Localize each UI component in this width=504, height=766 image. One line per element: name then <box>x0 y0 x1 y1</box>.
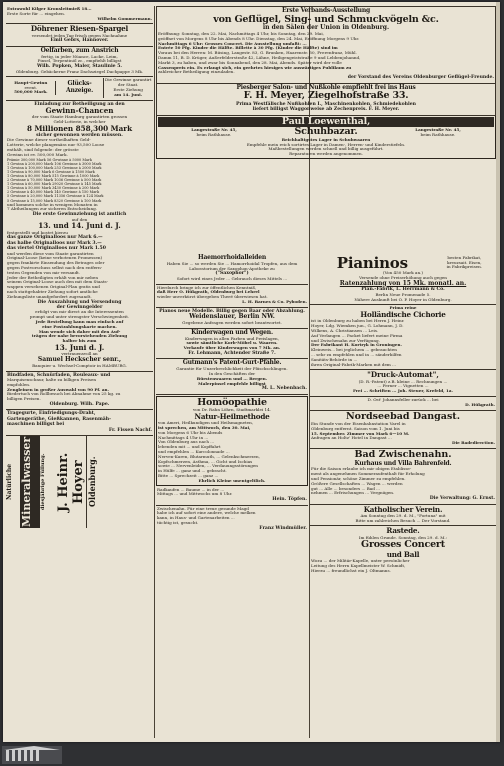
ad-text: Im fühlen Grunde. Sonntag, den 29. d. M.: <box>358 534 448 540</box>
ad-text: Gewinn ist ev. 500,000 Mark. <box>7 151 68 157</box>
ad-text: Die Gewinne dieser vortheilhaften Geld- <box>7 137 91 143</box>
column-rule-left <box>154 6 155 738</box>
ad-signature: Wilh. Popken, Maler, Staulinie 5. <box>36 64 123 70</box>
ad-text: enthält, sind folgende: der grösste <box>7 146 79 152</box>
ad-signature: Ehrlich Kleine unentgeltlich. <box>198 477 266 483</box>
ad-text: Versende ohne Preiserhöhung auch gegen <box>359 274 447 280</box>
prize-row: 5 Gewinne à 15,000 Mark 8320 Gewinne à 100 Mark <box>7 198 102 203</box>
ad-text: ist in Oldenburg zu haben bei Herrn J. Heinr. <box>311 318 405 324</box>
ad-katholischer-verein <box>310 505 496 527</box>
ad-text: Tragegurte, Einfriedigungs-Draht, <box>7 411 96 417</box>
ad-zwischenahn-magd <box>156 506 308 534</box>
ad-signature: Emil Gebrs, Hannover. <box>50 38 109 44</box>
ad-verbands-ausstellung <box>156 6 496 159</box>
ad-text: beim Rathhause. <box>196 131 232 137</box>
ad-text: Biedertuch von Rollbesuch bei Abnahme von 25 kg. zu <box>7 391 121 397</box>
ad-headline: Pianinos <box>336 254 408 272</box>
ad-text: Haupt-Gewinn <box>14 79 48 85</box>
ad-headline: Holländische Cichorie <box>360 310 446 320</box>
ad-text: Jede Bestellung kann man einfach auf <box>35 319 124 324</box>
ad-text: ... Ferner ... Vignetten ... <box>377 383 429 389</box>
ad-signature: Fr. Fissen Nachf. <box>108 427 152 433</box>
ad-text: in Fabrikpreisen. <box>446 264 483 270</box>
ad-headline: Kinderwagen und Wegen. <box>191 328 273 336</box>
ad-text: Nachmittags 4 Uhr in ... <box>158 434 209 440</box>
ad-text: vertrauensvoll an <box>61 351 98 357</box>
ad-text: Langestraße Nr. 45, <box>191 126 237 132</box>
ad-cichorie <box>310 305 496 370</box>
ad-text: In den Geschäften der <box>208 370 256 376</box>
ad-headline: von Geflügel, Sing- und Schmuckvögeln &c. <box>213 13 439 25</box>
ad-text: trägen der nahe bevorstehenden Ziehung <box>31 333 128 339</box>
ad-text: Die Gewinne garantirt der Staat. <box>104 77 152 88</box>
ad-oelfarben <box>6 47 153 78</box>
ad-headline: Rastede. <box>386 526 420 536</box>
ad-text: Nachmittags 6 Uhr: Grosses Concert. Die Ausstellung umfaßt: ... <box>158 40 307 46</box>
ad-signature: Wilhelm Gommermann. <box>97 15 152 21</box>
ad-text: kann, in Haus- und Gartenarbeiten ... <box>157 515 235 521</box>
ad-text: ("Saxophor") <box>215 271 249 277</box>
ad-text: Ziehungsliste unaufgefordert zugesandt. <box>7 293 92 299</box>
ad-text: Entrée 50 Pfg. Kinder die Hälfte. Billette à 30 Pfg. (Kinder die Hälfte) sind im <box>158 45 338 51</box>
ad-text: prompt und unter strengster Verschwiegenheit. <box>29 314 130 320</box>
ad-text: Kopfschmerzen, Asthma, ... Gicht und Ischias <box>158 458 253 464</box>
ad-text: erfolgt von mir direct an die Interessenten <box>35 309 124 315</box>
ad-signature: D. Hükgrath. <box>465 401 495 407</box>
ad-text: Cassenpreis ein. Es erlangt sich, ein geehrtes hiesiges wie auswärtiges Publikum zu <box>158 64 352 70</box>
ad-bad-zwischenahn <box>310 449 496 504</box>
ad-druck-automat <box>310 370 496 397</box>
ad-headline: Natur-Heilmethode <box>194 412 270 422</box>
ad-mineralwasser <box>6 436 153 528</box>
ad-headline: in den Sälen der Union in Oldenburg. <box>262 24 390 32</box>
ad-text: Bitte ... Sprechzeit ... ganz ... <box>158 473 219 479</box>
ad-radkaufen <box>156 487 308 506</box>
ad-spargel <box>6 24 153 46</box>
ad-hierdurch <box>156 285 308 308</box>
ad-text: versendet jeden Tag frisch gegen Nachnahme <box>31 32 128 38</box>
ad-headline: 13. und 14. Juni d. J. <box>38 221 121 231</box>
ad-text: D. Ost' Johannsfeller zurück ... bei <box>367 396 439 402</box>
ad-headline: 13. Juni d. J. <box>54 342 105 352</box>
ad-text: Oldenburg. <box>87 456 97 508</box>
ad-text: (D. R.-Patent) z.B. kleine ... Rechnungen ... <box>358 378 448 384</box>
ad-headline: Katholischer Verein. <box>363 504 443 514</box>
ad-text: Anfragen an Holtz' Hotel in Dangast ... <box>311 435 392 441</box>
ad-headline: Schuhbazar. <box>294 126 358 138</box>
right-column <box>310 254 496 738</box>
ad-pianinos <box>310 254 496 305</box>
ad-headline: F. H. Meyer, Ziegelhofstraße 33. <box>243 90 409 102</box>
ad-headline: Glücks-Anzeige. <box>65 80 94 94</box>
newspaper-page <box>3 2 500 742</box>
ad-text: Von Oldenburg aus nach ... <box>158 439 215 445</box>
prize-row: 1 Gewinn à 100,000 Mark 253 Gewinne à 2000 Mark <box>7 165 102 170</box>
ad-gutmann <box>156 359 308 394</box>
ad-extrawohl <box>6 6 153 24</box>
ad-text: Wilkens, A. Christiansen ... Leis. <box>311 327 379 333</box>
ad-text: empfohlen. <box>7 381 31 387</box>
ad-text: Garantie für Unzerbrechlichkeit der Plüschschlingen. <box>176 366 288 372</box>
ad-text: lebenden mit ... und Kopffahrt <box>158 444 221 450</box>
ad-text: und kommen solche in wenigen Monaten in <box>7 201 98 207</box>
ad-bindfaden <box>6 371 153 411</box>
ad-text: Für die Saison erlaube ich mir obigen Etablisse- <box>311 466 412 472</box>
ad-text: und empfehlen ... Kurcolonnade ... <box>158 449 230 455</box>
scan-margin-strip <box>496 2 500 742</box>
ad-headline: Gewinn-Chancen <box>45 105 114 115</box>
ad-text: Radkaufen ... Baume ... in der ... <box>157 486 225 492</box>
ad-text: maschinen billigst bei <box>7 422 65 428</box>
ad-text: ist sprechen, am Mittwoch, den 30. Mai, <box>158 425 251 431</box>
ad-headline: Döhrener Riesen-Spargel <box>30 24 129 34</box>
ad-text: diesjährige Füllung. <box>40 453 46 511</box>
ad-text: seinem Original-Loose auch den mit dem Staats- <box>7 279 108 285</box>
prize-row: 1 Gewinn à 200,000 Mark 106 Gewinne à 3000 Mark <box>7 161 102 166</box>
ad-text: nach stattgehabter Ziehung sofort amtliche <box>7 289 98 294</box>
ad-text: von Morgens 6 Uhr bis Abends <box>158 429 223 435</box>
ad-text: Nähere Auskunft bei O. P. Hoyer in Oldenburg. <box>354 296 452 302</box>
ad-text: Marquisenschnur, halte zu billigen Preisen <box>7 376 97 382</box>
ad-text: auf den <box>71 216 88 222</box>
ad-text: wieder unverkürzt übergeben Theeë überwiesen hat. <box>157 294 268 300</box>
ad-text: sowie ... Nervenleiden, ... Verdauungsstörungen <box>158 463 258 469</box>
ad-text: fertig, in jeder Nüance, Lacke, Leim, <box>41 53 118 59</box>
ad-signature: der Vorstand des Vereins Oldenburger Geflügel-Freunde. <box>347 75 494 81</box>
ad-headline: Piesberger Salon- und Nußkohle empfiehlt frei ins Haus <box>236 83 416 91</box>
ad-text: (Von 450 Mark an.) <box>382 270 424 275</box>
ad-text: Jeder der Betheiligten erhält von mir neben <box>7 274 98 280</box>
ad-text: Maßbestellungen werden schnell und billig ausgeführt. <box>268 146 384 152</box>
ad-text: Lotterie, welche plangemäss nur 93,500 Loose <box>7 142 105 148</box>
ad-headline: Ratenzahlung von 15 Mk. monatl. an. <box>339 279 467 287</box>
left-column <box>6 6 153 738</box>
ad-homoeopathie <box>156 396 308 486</box>
ad-text: Eröffnung: Sonntag, den 22. Mai, Nachmittags 4 Uhr, bis Sonntag, den 29. Mai, <box>158 31 324 37</box>
ad-text: wappen versehenen Original-Plan gratis und <box>7 284 100 290</box>
ad-lotterie <box>6 101 153 371</box>
ad-text: Original-Loose (keine verbotenen Promessen) <box>7 255 103 261</box>
ad-text: Hierdurch bringe ich zur öffentlichen Kenntniß, <box>157 284 257 290</box>
prize-row: 1 Gewinn à 60,000 Mark 29020 Gewinne à 145 Mark <box>7 182 102 187</box>
ad-text: in Hülfe ... ganz und ... gebracht. <box>158 468 227 474</box>
ad-signature: Franz Windmüller. <box>259 525 307 531</box>
prize-row: Prämie 300,000 Mark 56 Gewinne à 5000 Mark <box>7 157 92 162</box>
ad-haemorrhoidal <box>156 254 308 285</box>
ad-text: Haben Sie ... so werden Sie ... Hamorrhoidal Tropfen, aus dem Laboratorium der Saxophon-Apotheke zu <box>166 260 298 271</box>
ad-headline: Gutmann's Patent-Gurt-Pfähle. <box>182 359 282 367</box>
ad-text: Markt 3, zu haben, und zwar bis Sonnabend, den 28. Mai, Abends. Später wird der volle <box>158 59 342 65</box>
ad-text: Zwischenahn. Für eine treue gesunde Magd <box>157 505 249 511</box>
ad-text: Sanitäts-Behörde in ... <box>311 356 358 362</box>
ad-text: gut ... Alle ... besonders ... Bad ... <box>311 485 381 491</box>
ad-text: Oldenburg. Gebäckerne Franz Dachsziegel Dachpappe 3 Mk. <box>15 68 144 74</box>
ad-text: sicher gewonnen werden müssen. <box>36 132 123 138</box>
ad-text: halber bis zum <box>62 338 97 344</box>
ad-text: liefert billigst Waggonweise ab Zechenpreis. F. H. Meyer. <box>252 107 400 113</box>
ad-text: ihren Original-Fabrik-Marken mit dem ... <box>311 361 396 367</box>
ad-text: testen Gegenden von mir versandt. <box>7 269 81 275</box>
prize-row: 2 Gewinne à 40,000 Mark 140 Gewinne à 150 Mark <box>7 190 100 195</box>
ad-headline: Bad Zwischenahn. <box>354 449 452 461</box>
ad-text: Banquier u. Wechsel-Comptoir in HAMBURG. <box>32 362 127 368</box>
ad-headline: Kurhaus und Villa Bahrenfeld. <box>354 459 452 467</box>
ad-text: Ein Stunde von der Eisenbahnstation Varel in <box>311 421 406 427</box>
ad-text: Kinderwagen in allen Farben und Preislagen, <box>184 335 279 341</box>
ad-text: daß Herr O. Hükgrath, Oldenburg bei Lehrel <box>157 289 260 295</box>
ad-text: 15. September. Zimmer von Mark 6—10 M. <box>311 430 410 436</box>
ad-text: Gegebene Anfragen werden sofort beantwortet. <box>182 319 282 325</box>
ad-headline: Oelfarben, zum Anstrich <box>40 46 119 54</box>
prize-row: 1 Gewinn à 50,000 Mark 3430 Gewinne à 200 Mark <box>7 186 100 191</box>
ad-text: Reparaturen werden angenommen. <box>289 151 363 157</box>
ad-headline: 8 Millionen 858,300 Mark <box>26 123 133 133</box>
ad-text: Wozu ... der Militär-Kapelle, unter persönlicher <box>311 558 410 564</box>
ad-text: habe ich auf sofort eine andere, welche melken <box>157 510 256 516</box>
ad-text: Auf Verlangen ... Packet liefert meine Firma <box>311 332 403 338</box>
ad-text: zahlreicher Betheiligung einzuladen. <box>158 69 235 75</box>
ad-text: Bindfaden, Schnürfaden, Rouleaux- und <box>7 372 111 378</box>
library-logo-icon <box>0 742 110 766</box>
ad-text: geöffnet von Morgens 8 Uhr bis Abends 8 Uhr. Dienstag, den 24. Mai, Eröffnung Morgens 9 Uhr. <box>158 35 360 41</box>
ad-text: Pinsel, Terpentinöl zc., empfiehlt billigst <box>37 58 122 64</box>
ad-signature: L. H. Barnes & Co. Pyboden. <box>242 298 307 304</box>
ad-kinderwagen <box>156 329 308 360</box>
ad-text: tüchtig ist, gesucht. <box>157 520 199 526</box>
ad-text: billigen Preisen. <box>7 396 41 402</box>
ad-text: Verkaufe über Kinderwagen von 7 Mk. an. <box>183 345 281 351</box>
ad-text: Langestraße Nr. 45, <box>415 126 461 132</box>
ad-text: Geld-Lotterie, in welcher <box>53 118 106 124</box>
ad-text: festgestellt und kostet hierzu <box>7 229 68 235</box>
ad-text: Natürliche <box>6 463 13 501</box>
ad-text: Damm 11, B. D. Krüger, Außerfelderstraße 42, Lähne, Heiligengeiststraße 9 und Lebbenjohannd, <box>158 55 361 61</box>
prize-row: 5 Gewinne à 20,000 Mark 11356 Gewinne à 124 Mark <box>7 194 104 199</box>
ad-text: Erste Ziehung <box>113 86 143 92</box>
ad-headline: Weidenslauer, Berlin NW. <box>189 313 275 321</box>
ad-text: gegen Postvorschuss selbst nach den entfern- <box>7 265 103 271</box>
ad-text: Erste Sorte für ... eingehen. <box>7 10 66 16</box>
ad-text: besten Fabrikat, <box>447 254 482 260</box>
ad-text: Die Auszahlung und Versendung <box>37 299 122 305</box>
ad-signature: M. L. Nebenbach. <box>261 386 307 392</box>
ad-hinrichs <box>310 397 496 411</box>
ad-text: Die erste Gewinnziehung ist amtlich <box>32 212 127 218</box>
ad-text: Man wende sich daher mit den Auf- <box>38 328 121 334</box>
ad-text: Voraus bei den Herren: M. Büsing, Langestr. 83, G. Brunken, Haarenstr. 50, Frerenfranz, Mühl. <box>158 50 357 56</box>
ad-pianos-weidenslauer <box>156 308 308 329</box>
ad-text: Nerven-Kuren, Blutarmuth, ... Gelenkschmerzen, <box>158 453 260 459</box>
ad-text: Größere Gesellschaften ... Wagen ... werden <box>311 480 403 486</box>
prize-row: 2 Gewinne à 70,000 Mark 1036 Gewinne à 500 Mark <box>7 178 102 183</box>
middle-column <box>156 254 308 738</box>
ad-text: eine Postzahlungskarte machen. <box>42 323 117 329</box>
ad-text: Mittags ... und Mittwochs um 8 Uhr. <box>157 491 233 497</box>
ad-text: Gartengeräthe, Gießkannen, Rasenmäh- <box>7 416 112 422</box>
ad-rastede-concert <box>310 526 496 575</box>
ad-text: ... sehr zu empfehlen und in ... sänderhilfen <box>311 351 402 357</box>
ad-text: und Pensionär, schöne Zimmer zu empfehlen. <box>311 475 406 481</box>
prize-row: 1 Gewinn à 80,000 Mark 515 Gewinne à 1000 Mark <box>7 173 100 178</box>
ad-text: Hoyer, Ldg. Wiemken jun., G. Lohmann, J. D. <box>311 323 404 329</box>
ad-headline: Mineralwasser <box>20 436 40 528</box>
ad-text: sowie sämtliche Korb-Möbel u. Waaren. <box>186 340 278 346</box>
ad-headline: Nordseebad Dangast. <box>346 410 460 422</box>
ad-text: 500,000 Mark. <box>14 89 48 95</box>
ad-text: Oldenburg entfernt. Saison vom 1. Juni bis <box>311 425 400 431</box>
ad-text: 7 Abtheilungen zur sicheren Entscheidung. <box>7 206 98 212</box>
ad-text: Frei ... Schriften ... Joh. Steuer, Krefeld, 1a. <box>353 388 453 394</box>
ad-signature: Die Badedirection. <box>452 440 495 446</box>
ad-text: Hierzu ... freundlichst ein J. Oltmanns. <box>311 567 391 573</box>
prize-row: 1 Gewinn à 90,000 Mark 6 Gewinne à 1500 Mark <box>7 169 95 174</box>
ad-headline: und Ball <box>386 549 420 559</box>
ad-headline: Homöopathie <box>197 396 267 408</box>
ad-text: Der Fabrikant H. Kortryk in Groningen. <box>311 342 402 348</box>
ad-text: am 14. Juni. <box>114 91 143 97</box>
ad-text: Berlin Neue Promenade 5. <box>375 291 431 297</box>
ad-text: Bitte um zahlreichen Besuch ... Der Vorstand. <box>355 517 451 523</box>
ad-text: Sofort wird eines Jeder ... Gebrauch dieses Mittels ... <box>176 275 288 281</box>
ad-text: Extrawohl Kilger Kronsleitmieß 18... <box>7 6 92 11</box>
ad-text: Kleinweis... bei jeglichem ... gebrauchten <box>311 347 397 353</box>
ad-text: Malerpinsel empfehle billigst <box>198 380 266 386</box>
ad-headline: Paul Loewenthal, <box>158 117 494 128</box>
ad-signature: Die Verwaltung: G. Ernst. <box>429 496 495 502</box>
ad-text: kreuzsait. Eisen, <box>447 259 482 265</box>
ad-headline: Erste Verbands-Ausstellung <box>281 7 371 14</box>
ad-text: das viertel Originalloos nur Mark 1.50 <box>7 246 106 252</box>
ad-headline: "Druck-Automat", <box>367 370 439 380</box>
ad-text: Pianos neue Modelle. Billig gegen Baar oder Abzahlung. <box>159 308 305 314</box>
ad-signature: Hein. Töpfen. <box>272 497 307 503</box>
ad-text: beim Rathhause. <box>420 131 456 137</box>
ad-signature: Oldenburg. Wilh. Pape. <box>49 401 110 407</box>
ad-text: und Zwischenahn zur Verfügung. <box>311 337 380 343</box>
ad-text: ment als angenehmen Sommeraufenthalt für Erholung <box>311 471 425 477</box>
ad-headline: Haemorrhoidalleiden <box>197 254 266 261</box>
ad-text: Reichhaltigstes Lager in Schuhwaaren <box>281 136 371 142</box>
ad-headline: Grosses Concert <box>361 539 445 551</box>
ad-text: Prima Westfälische Nußkohlen I., Maschinenkohlen, Schmiedekohlen <box>236 101 416 107</box>
ad-headline: J. Heinr. Hoyer <box>56 436 87 528</box>
ad-text: event. <box>24 84 38 90</box>
ad-text: von Ameri, Heilkundigen und Heilsmagneten, <box>158 420 254 426</box>
ad-text: der vom Staate Hamburg garantirten grossen <box>31 114 128 120</box>
ad-headline: Samuel Heckscher senr., <box>37 355 122 363</box>
ad-text: und werden diese vom Staate garantirten <box>7 250 94 256</box>
ad-text: Pian.-Fabrik, L. Herrmann & Co. <box>361 287 445 293</box>
ad-signature: Fr. Lehmann, Achtender Straße 7. <box>188 350 276 356</box>
ad-text: Zengleinen in großer Auswahl von 90 Pf. an. <box>7 386 109 392</box>
ad-text: Prima reine <box>389 305 417 311</box>
ad-text: Bürstenwaaren und ... Bergen. <box>196 375 268 381</box>
ad-text: nehmen ... Erfrischungen ... Vergnügen. <box>311 490 395 496</box>
ad-tragegurte <box>6 410 153 436</box>
ad-text: gegen frankirte Einsendung des Betrages oder <box>7 260 105 266</box>
ad-text: das halbe Originalloos nur Mark 3.— <box>7 240 102 246</box>
ad-text: das ganze Originalloos nur Mark 6.— <box>7 235 103 241</box>
ad-text: Empfehle mein reich sortirtes Lager in Damen-, Herren- und Kinderstiefeln. <box>246 141 406 147</box>
ad-text: von Dr. Rahn Löhrn, Stadtmarklei 14. <box>192 407 272 413</box>
ad-text: Einladung zur Betheiligung an den <box>34 101 125 107</box>
ad-text: Am Sonntag den 29. d. M., "Fortuna" mit <box>360 512 446 518</box>
ad-gluecks-anzeige <box>6 77 153 100</box>
ad-text: Leitung des Herrn Kapellmeister W. Schmidt, <box>311 562 406 568</box>
ad-nordseebad <box>310 411 496 449</box>
ad-text: der Gewinngelder <box>56 305 103 310</box>
